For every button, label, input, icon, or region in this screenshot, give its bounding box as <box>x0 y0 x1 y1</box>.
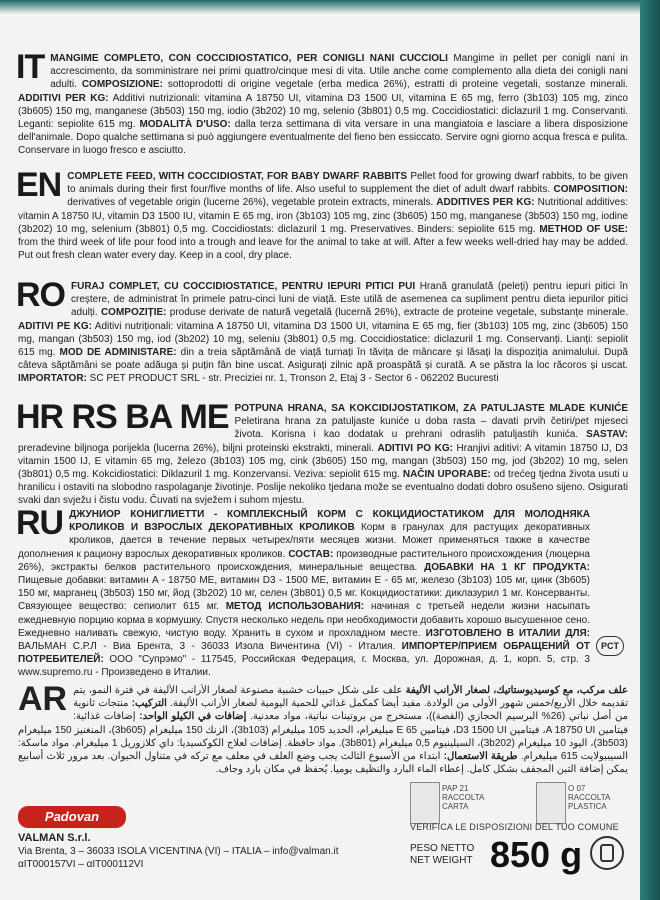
language-code: HR RS BA ME <box>16 398 229 436</box>
section-heading: MANGIME COMPLETO, CON COCCIDIOSTATICO, PER CONIGLI NANI CUCCIOLI <box>50 53 448 64</box>
net-weight-label: PESO NETTO NET WEIGHT <box>410 843 475 866</box>
section-hr: HR RS BA ME POTPUNA HRANA, SA KOKCIDIJOSTATIKOM, ZA PATULJASTE MLADE KUNIĆE Peletirana hrana za patuljaste kuniće u doba rasta – davati prvih četiri/pet mjeseci života. Korisna i kao dodatak u prehrani odraslih patuljastih kunića. SASTAV: preradevine biljnoga porijekla (lucerna 26%), biljni proteinski ekstrakti, minerali. ADITIVI PO KG: Hranjivi aditivi: A vitamin 18750 IJ, D3 vitamin 1500 IJ, E vitamin 65 mg, železo (3b103) 105 mg, cink (3b605) 150 mg, mangan (3b503) 150 mg, jod (3b202) 10 mg, selen (3b801) 0,5 mg. Kokcidiostatici: Diklazuril 1 mg. Konzervansi. Veziva: sepiolit 615 mg. NAČIN UPORABE: od trećeg tjedna života usuti u hranilicu i ostaviti na slobodno raspolaganje životinje. Poslije nekoliko tjedana može se eventualno dodati dobro osušeno sijeno. Osigurati svaki dan svježu i čistu vodu. Čuvati na svježem i suhom mjestu. <box>16 398 629 507</box>
section-heading: علف مركب، مع كوسيديوستاتيك، لصغار الأرانب الأليفة <box>405 685 628 696</box>
section-it: IT MANGIME COMPLETO, CON COCCIDIOSTATICO, PER CONIGLI NANI CUCCIOLI Mangime in pellet per conigli nani in accrescimento, da somministrare nei primi quattro/cinque mesi di vita. Utile anche come complemento alla dieta dei conigli nani adulti. COMPOSIZIONE: sottoprodotti di origine vegetale (erba medica 26%), estratti di proteine vegetali, sostanze minerali. ADDITIVI PER KG: Additivi nutrizionali: vitamina A 18750 UI, vitamina D3 1500 UI, vitamina E 65 mg, ferro (3b103) 105 mg, zinco (3b605) 150 mg, manganese (3b503) 150 mg, iodio (3b202) 10 mg, selenio (3b801) 0,5 mg. Coccidiostatici: diclazuril 1 mg. Conservanti. Leganti: sepiolite 615 mg. MODALITÀ D'USO: dalla terza settimana di vita versare in una mangiatoia e lasciare a libera disposizione dell'animale. Dopo qualche settimana si può aggiungere eventualmente del fieno ben essiccato. Servire ogni giorno acqua fresca e pulita. Conservare in luogo fresco e asciutto. <box>16 48 628 157</box>
section-heading: COMPLETE FEED, WITH COCCIDIOSTAT, FOR BABY DWARF RABBITS <box>67 171 408 182</box>
section-ru: RU ДЖУНИОР КОНИГЛИЕТТИ - КОМПЛЕКСНЫЙ КОРМ С КОКЦИДИОСТАТИКОМ ДЛЯ МОЛОДНЯКА КРОЛИКОВ И ВЗРОСЛЫХ ДЕКОРАТИВНЫХ КРОЛИКОВ Корм в гранулах для растущих декоративных кроликов, дается в течение первых четырех/пяти месяцев жизни. Может применяться также в качестве дополнения к рациону взрослых декоративных кроликов. СОСТАВ: производные растительного происхождения (люцерна 26%), экстракты белков растительного происхождения, минеральные вещества. ДОБАВКИ НА 1 КГ ПРОДУКТА: Пищевые добавки: витамин A - 18750 МЕ, витамин D3 - 1500 МЕ, витамин E - 65 мг, железо (3b103) 105 мг, цинк (3b605) 150 мг, марганец (3b503) 150 мг, йод (3b202) 10 мг, селен (3b801) 0,5 мг. Кокцидиостатики: диклазурил 1 мг. Консерванты. Связующее вещество: сепиолит 615 мг. МЕТОД ИСПОЛЬЗОВАНИЯ: начиная с третьей недели жизни насыпать ежедневную порцию корма в кормушку. Спустя несколько недель при необходимости добавить хорошо высушенное сено. Ежедневно наливать свежую, чистую воду. Хранить в сухом и прохладном месте. ИЗГОТОВЛЕНО В ИТАЛИИ ДЛЯ: ВАЛЬМАН С.Р.Л - Виа Брента, 3 - 36033 Изола Вичентина (VI) - Италия. ИМПОРТЕР/ПРИЕМ ОБРАЩЕНИЙ ОТ ПОТРЕБИТЕЛЕЙ: ООО "Супрэмо" - 117545, Российская Федерация, г. Москва, ул. Дорожная, д. 1, корп. 5, стр. 3 www.supremo.ru - Произведено в Италии. <box>16 504 591 679</box>
net-weight-value: 850 g <box>490 834 583 875</box>
section-ar <box>18 684 628 796</box>
recycle-plastic: O 07 RACCOLTA PLASTICA <box>536 782 636 842</box>
section-ro: RO FURAJ COMPLET, CU COCCIDIOSTATICE, PENTRU IEPURI PITICI PUI Hrană granulată (peleți) pentru iepuri pitici în creștere, de administrat în primele patru-cinci luni de viață. Este utilă de asemenea ca supliment pentru dieta iepurilor pitici adulți. COMPOZIȚIE: produse derivate de natură vegetală (lucernă 26%), extracte de proteine vegetale, substanțe minerale. ADITIVI PE KG: Aditivi nutriționali: vitamina A 18750 UI, vitamina D3 1500 UI, vitamina E 65 mg, fier (3b103) 105 mg, zinc (3b605) 150 mg, mangan (3b503) 150 mg, iod (3b202) 10 mg, seleniu (3b801) 0,5 mg. Coccidiostatice: diclazuril 1 mg. Conservanți. Lianți: sepiolit 615 mg. MOD DE ADMINISTARE: din a treia săptămână de viață turnați în tăvița de mâncare și lăsați la dispoziția animalului. După câteva săptămâni se poate adăuga și puțin fân bine uscat. Asigurați zilnic apă proaspătă și curată. A se păstra la loc răcoros și uscat. IMPORTATOR: SC PET PRODUCT SRL - str. Preciziei nr. 1, Tronson 2, Etaj 3 - Sector 6 - 062202 Bucuresti <box>16 276 629 385</box>
triman-icon <box>590 836 624 870</box>
section-heading: POTPUNA HRANA, SA KOKCIDIJOSTATIKOM, ZA PATULJASTE MLADE KUNIĆE <box>234 403 628 414</box>
company-name: VALMAN S.r.l. <box>18 832 91 844</box>
company-address: Via Brenta, 3 – 36033 ISOLA VICENTINA (VI) – ITALIA – info@valman.it <box>18 846 339 857</box>
company-codes: αIT000157VI – αIT000112VI <box>18 859 144 870</box>
language-code: EN <box>16 166 62 204</box>
top-edge <box>0 0 640 14</box>
plastic-bag-icon <box>536 782 566 824</box>
language-code: AR <box>18 684 68 718</box>
language-code: RU <box>16 504 64 542</box>
brand-logo: Padovan <box>18 806 126 828</box>
language-code: RO <box>16 276 65 314</box>
company-info <box>18 832 339 871</box>
section-en: EN COMPLETE FEED, WITH COCCIDIOSTAT, FOR BABY DWARF RABBITS Pellet food for growing dwarf rabbits, to be given to animals during their first four/five months of life. Also useful to supplement the diet of adult dwarf rabbits. COMPOSITION: derivatives of vegetable origin (lucerne 26%), vegetable protein extracts, minerals. ADDITIVES PER KG: Nutritional additives: vitamin A 18750 IU, vitamin D3 1500 IU, vitamin E 65 mg, iron (3b103) 105 mg, zinc (3b605) 150 mg, manganese (3b503) 150 mg, iodine (3b202) 10 mg, selenium (3b801) 0,5 mg. Coccidiostats: diclazuril 1 mg. Preservatives. Binders: sepiolite 615 mg. METHOD OF USE: from the third week of life pour food into a trough and leave for the animal to take at will. After a few weeks well-dried hay may be added. Put out fresh clean water every day. Keep in a cool, dry place. <box>16 166 629 262</box>
arabic-text: علف مركب، مع كوسيديوستاتيك، لصغار الأرانب الأليفة علف على شكل حبيبات خشبية مصنوعة لصغار الأرانب الأليفة في فترة النمو، يتم تقديمه خلال الأربع/خمس شهور الأولى من الولادة. مفيد أيضا كمكمل غذائي للحمية اليومية لصغار الأرانب الأليفة. التركيب: منتجات ثانوية من أصل نباتي (26% البرسيم الحجازي (الفصة))، مستخرج من بروتينات نباتية، مواد معدنية. إضافات في الكيلو الواحد: إضافات غذائية: فيتامين A 18750 UI، فيتامين D3 1500 UI، فيتامين E 65 ميليغرام، الحديد 105 ميليغرام (3b103)، الزنك 150 ميليغرام (3b605)، المنغنيز 150 ميليغرام (3b503)، اليود 10 ميليغرام (3b202)، السيلينيوم 0,5 ميليغرام (3b801). مواد حافظة. إضافات لعلاج الكوكسيديا: داي كلازوريل 1 ميليغرام. مواد ماسكة: السيبيولايت 615 ميليغرام. طريقة الاستعمال: ابتداء من الأسبوع الثالث يجب وضع العلف في معلف مع تركه في متناول الحيوان. بعد مرور ثلاث أسابيع يمكن إضافة التبن المجفف بشكل كامل. إعطاء الماء البارد والنظيف يوميا. يُحفظ في مكان بارد وجاف. <box>18 685 628 776</box>
package-side-edge <box>640 0 660 900</box>
recycling-note: VERIFICA LE DISPOSIZIONI DEL TUO COMUNE <box>410 822 619 832</box>
recycle-paper: PAP 21 RACCOLTA CARTA <box>410 782 510 842</box>
paper-bag-icon <box>410 782 440 824</box>
language-code: IT <box>16 48 45 86</box>
section-heading: FURAJ COMPLET, CU COCCIDIOSTATICE, PENTRU IEPURI PITICI PUI <box>71 281 416 292</box>
section-heading: ДЖУНИОР КОНИГЛИЕТТИ - КОМПЛЕКСНЫЙ КОРМ С КОКЦИДИОСТАТИКОМ ДЛЯ МОЛОДНЯКА КРОЛИКОВ И ВЗРОСЛЫХ ДЕКОРАТИВНЫХ КРОЛИКОВ <box>69 509 590 534</box>
eac-mark: PCT <box>596 636 624 656</box>
